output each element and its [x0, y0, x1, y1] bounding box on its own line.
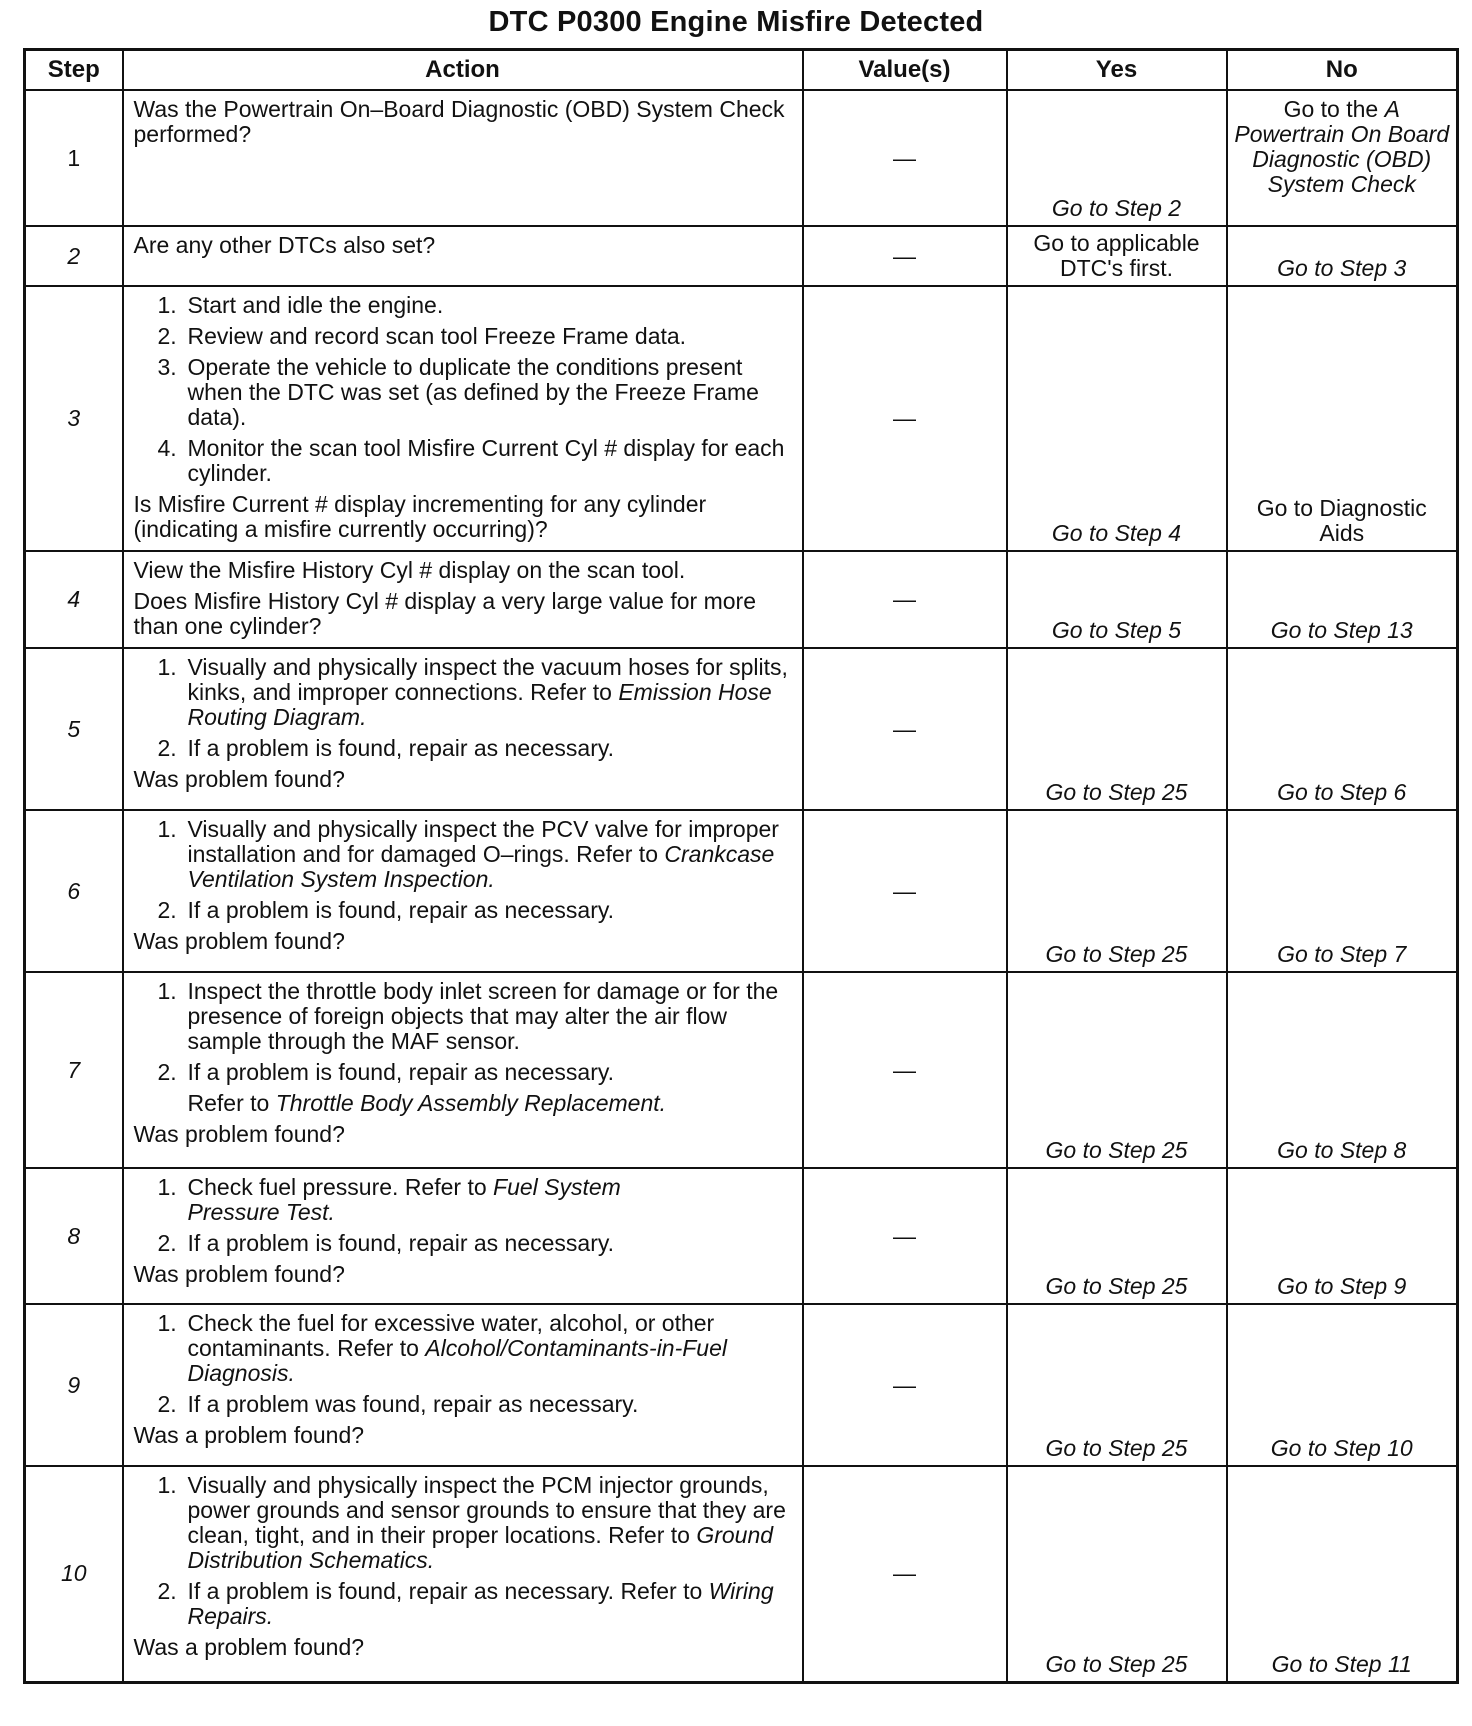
yes-link[interactable]: Go to Step 5: [1051, 617, 1182, 643]
yes-cell: [1007, 90, 1227, 226]
no-link[interactable]: Go to Step 6: [1277, 779, 1407, 805]
list-item: 1. Visually and physically inspect the vacuum hoses for splits, kinks, and improper connections. Refer to Emission Hose Routing Diagram.: [157, 654, 788, 730]
step-number: 6: [25, 810, 123, 972]
yes-link[interactable]: Go to Step 25: [1045, 779, 1188, 805]
yes-link[interactable]: Go to Step 25: [1045, 1273, 1188, 1299]
value-cell: —: [803, 226, 1007, 286]
action-cell: [123, 1466, 803, 1682]
table-row: [25, 1466, 1458, 1682]
action-question: Was problem found?: [133, 928, 345, 954]
action-list: [134, 655, 792, 761]
action-question: Is Misfire Current # display incrementing for any cylinder (indicating a misfire currently occurring)?: [133, 491, 707, 542]
header-action: Action: [123, 50, 803, 91]
no-link[interactable]: Go to Step 9: [1277, 1273, 1407, 1299]
value-cell: —: [803, 1466, 1007, 1682]
value-cell: —: [803, 551, 1007, 648]
reference-link[interactable]: Wiring Repairs.: [187, 1578, 774, 1629]
value-cell: —: [803, 90, 1007, 226]
list-item: 2. Review and record scan tool Freeze Frame data.: [157, 323, 687, 349]
list-item: 1. Visually and physically inspect the PCM injector grounds, power grounds and sensor grounds to ensure that they are clean, tight, and in their proper locations. Refer to Ground Distribution Schematics.: [157, 1472, 786, 1573]
action-list: [134, 817, 792, 923]
no-reference: A Powertrain On Board Diagnostic (OBD) System Check: [1234, 96, 1450, 197]
yes-cell: [1007, 286, 1227, 551]
action-cell: [123, 648, 803, 810]
no-link[interactable]: Go to Step 8: [1277, 1137, 1407, 1163]
step-number: 10: [25, 1466, 123, 1682]
no-cell: [1227, 972, 1458, 1168]
action-question: Was problem found?: [133, 1261, 345, 1287]
reference-link[interactable]: Fuel System Pressure Test.: [187, 1174, 621, 1225]
no-cell: [1227, 1168, 1458, 1304]
action-question: Was problem found?: [133, 766, 345, 792]
step-number: 7: [25, 972, 123, 1168]
value-cell: —: [803, 810, 1007, 972]
table-row: [25, 90, 1458, 226]
header-no: No: [1227, 50, 1458, 91]
diagnostic-table: [23, 48, 1459, 1684]
value-cell: —: [803, 648, 1007, 810]
reference-link[interactable]: Alcohol/Contaminants-in-Fuel Diagnosis.: [187, 1335, 727, 1386]
action-cell: [123, 90, 803, 226]
no-link[interactable]: Go to Step 3: [1277, 255, 1407, 281]
yes-link[interactable]: Go to Step 25: [1045, 1137, 1188, 1163]
no-link[interactable]: [1228, 97, 1457, 197]
no-prefix: Go to the: [1283, 96, 1385, 122]
list-item: 2. If a problem is found, repair as necessary. Refer to Wiring Repairs.: [157, 1578, 774, 1629]
no-cell: [1227, 551, 1458, 648]
page-title: DTC P0300 Engine Misfire Detected: [488, 6, 984, 38]
action-text: Are any other DTCs also set?: [133, 232, 436, 258]
action-text: View the Misfire History Cyl # display on the scan tool.: [133, 557, 686, 583]
no-cell: [1227, 226, 1458, 286]
yes-link[interactable]: Go to Step 4: [1051, 520, 1182, 546]
list-item: 2. If a problem is found, repair as necessary.: [157, 897, 615, 923]
table-row: [25, 648, 1458, 810]
table-row: [25, 1168, 1458, 1304]
no-cell: [1227, 1304, 1458, 1466]
list-item: 1. Visually and physically inspect the PCV valve for improper installation and for damaged O–rings. Refer to Crankcase Ventilation System Inspection.: [157, 816, 779, 892]
value-cell: —: [803, 1304, 1007, 1466]
table-row: [25, 1304, 1458, 1466]
action-list: [134, 1311, 792, 1417]
reference-link[interactable]: Emission Hose Routing Diagram.: [187, 679, 772, 730]
table-row: [25, 810, 1458, 972]
action-list: [134, 293, 792, 486]
yes-cell: [1007, 551, 1227, 648]
action-cell: [123, 1304, 803, 1466]
list-item: 1. Check the fuel for excessive water, alcohol, or other contaminants. Refer to Alcohol/Contaminants-in-Fuel Diagnosis.: [157, 1310, 727, 1386]
list-item: 3. Operate the vehicle to duplicate the conditions present when the DTC was set (as defined by the Freeze Frame data).: [157, 354, 759, 430]
value-cell: —: [803, 972, 1007, 1168]
step-number: 2: [25, 226, 123, 286]
list-item: 2. If a problem is found, repair as necessary. Refer to Throttle Body Assembly Replacement.: [157, 1059, 667, 1116]
action-list: [134, 1175, 792, 1256]
table-row: [25, 551, 1458, 648]
no-link[interactable]: Go to Step 7: [1277, 941, 1407, 967]
yes-link[interactable]: Go to Step 2: [1051, 195, 1182, 221]
table-row: [25, 286, 1458, 551]
list-item: 4. Monitor the scan tool Misfire Current Cyl # display for each cylinder.: [157, 435, 785, 486]
action-question: Was a problem found?: [133, 1422, 365, 1448]
list-item: 2. If a problem was found, repair as necessary.: [157, 1391, 639, 1417]
step-number: 4: [25, 551, 123, 648]
yes-cell: [1007, 1304, 1227, 1466]
yes-cell: [1007, 1168, 1227, 1304]
action-cell: [123, 810, 803, 972]
list-item: 1. Inspect the throttle body inlet screen for damage or for the presence of foreign objects that may alter the air flow sample through the MAF sensor.: [157, 978, 779, 1054]
yes-link[interactable]: Go to Step 25: [1045, 941, 1188, 967]
action-cell: [123, 551, 803, 648]
no-cell: [1227, 1466, 1458, 1682]
reference-link[interactable]: Ground Distribution Schematics.: [187, 1522, 774, 1573]
yes-cell: [1007, 972, 1227, 1168]
step-number: 8: [25, 1168, 123, 1304]
no-link[interactable]: Go to Step 10: [1270, 1435, 1413, 1461]
step-number: 5: [25, 648, 123, 810]
list-item: 1. Check fuel pressure. Refer to Fuel System Pressure Test.: [157, 1174, 621, 1225]
no-cell: [1227, 286, 1458, 551]
yes-cell: [1007, 810, 1227, 972]
yes-link[interactable]: Go to Step 25: [1045, 1650, 1188, 1677]
action-cell: [123, 1168, 803, 1304]
header-value: Value(s): [803, 50, 1007, 91]
value-cell: —: [803, 1168, 1007, 1304]
header-step: Step: [25, 50, 123, 91]
no-link[interactable]: Go to Step 11: [1271, 1650, 1412, 1677]
table-row: [25, 972, 1458, 1168]
list-item: 1. Start and idle the engine.: [157, 292, 444, 318]
reference-link[interactable]: Crankcase Ventilation System Inspection.: [187, 841, 775, 892]
action-list: [134, 1473, 792, 1629]
action-question: Does Misfire History Cyl # display a very large value for more than one cylinder?: [133, 588, 756, 639]
no-link[interactable]: Go to Step 13: [1270, 617, 1413, 643]
yes-cell: [1007, 1466, 1227, 1682]
no-cell: [1227, 810, 1458, 972]
no-link[interactable]: Go to Diagnostic Aids: [1256, 495, 1427, 546]
action-list: [134, 979, 792, 1116]
action-cell: [123, 226, 803, 286]
yes-link[interactable]: Go to applicable DTC's first.: [1033, 230, 1200, 281]
list-item: 2. If a problem is found, repair as necessary.: [157, 735, 615, 761]
table-row: [25, 226, 1458, 286]
yes-cell: [1007, 226, 1227, 286]
action-cell: [123, 286, 803, 551]
header-yes: Yes: [1007, 50, 1227, 91]
reference-link[interactable]: Throttle Body Assembly Replacement.: [275, 1090, 667, 1116]
no-cell: [1227, 648, 1458, 810]
action-question: Was a problem found?: [133, 1634, 365, 1660]
step-number: 1: [25, 90, 123, 226]
action-cell: [123, 972, 803, 1168]
step-number: 3: [25, 286, 123, 551]
list-item: 2. If a problem is found, repair as necessary.: [157, 1230, 615, 1256]
no-cell: [1227, 90, 1458, 226]
step-number: 9: [25, 1304, 123, 1466]
yes-link[interactable]: Go to Step 25: [1045, 1435, 1188, 1461]
action-question: Was problem found?: [133, 1121, 345, 1147]
header-row: [25, 50, 1458, 91]
action-text: Was the Powertrain On–Board Diagnostic (OBD) System Check performed?: [133, 96, 785, 147]
yes-cell: [1007, 648, 1227, 810]
value-cell: —: [803, 286, 1007, 551]
